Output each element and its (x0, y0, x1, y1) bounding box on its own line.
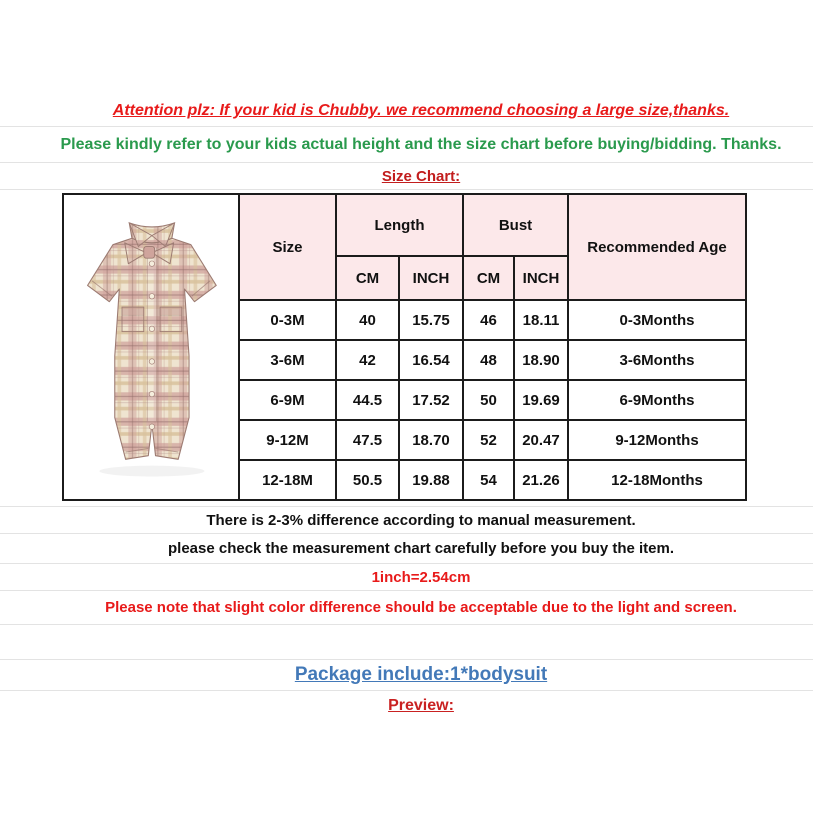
inch-conversion-row (0, 564, 813, 591)
col-header-recommended-age: Recommended Age (568, 194, 746, 300)
cell-bust-cm: 48 (463, 340, 514, 380)
cell-size: 3-6M (239, 340, 336, 380)
color-difference-row (0, 591, 813, 625)
cell-size: 0-3M (239, 300, 336, 340)
cell-age: 0-3Months (568, 300, 746, 340)
attention-notice: Attention plz: If your kid is Chubby. we recommend choosing a large size,thanks. (112, 102, 730, 119)
cell-length-inch: 16.54 (399, 340, 463, 380)
cell-bust-cm: 50 (463, 380, 514, 420)
size-chart-section (0, 190, 813, 507)
cell-length-inch: 17.52 (399, 380, 463, 420)
subheader-bust-inch: INCH (514, 256, 568, 300)
cell-length-inch: 15.75 (399, 300, 463, 340)
package-include-row (0, 660, 813, 691)
measurement-note-row (0, 507, 813, 534)
measurement-note-1: There is 2-3% difference according to manual measurement. (206, 511, 636, 529)
top-spacer (0, 0, 813, 96)
cell-length-cm: 42 (336, 340, 399, 380)
product-photo-cell (63, 194, 239, 500)
cell-bust-cm: 54 (463, 460, 514, 500)
subheader-bust-cm: CM (463, 256, 514, 300)
color-difference-note: Please note that slight color difference should be acceptable due to the light and screen. (105, 599, 737, 616)
preview-heading: Preview: (388, 696, 454, 714)
cell-bust-cm: 46 (463, 300, 514, 340)
attention-notice-row (0, 96, 813, 127)
size-chart-heading: Size Chart: (381, 167, 461, 185)
cell-bust-inch: 20.47 (514, 420, 568, 460)
blank-row (0, 625, 813, 660)
cell-age: 9-12Months (568, 420, 746, 460)
col-header-bust: Bust (463, 194, 568, 256)
refer-notice-row (0, 127, 813, 163)
measurement-note-2: please check the measurement chart carefully before you buy the item. (167, 540, 674, 557)
cell-length-inch: 19.88 (399, 460, 463, 500)
refer-notice: Please kindly refer to your kids actual height and the size chart before buying/bidding. Thanks. (60, 135, 782, 153)
cell-length-cm: 50.5 (336, 460, 399, 500)
check-chart-note-row (0, 534, 813, 564)
cell-age: 6-9Months (568, 380, 746, 420)
subheader-length-cm: CM (336, 256, 399, 300)
col-header-length: Length (336, 194, 463, 256)
cell-length-cm: 40 (336, 300, 399, 340)
size-chart-heading-row (0, 163, 813, 190)
cell-bust-inch: 18.11 (514, 300, 568, 340)
subheader-length-inch: INCH (399, 256, 463, 300)
cell-bust-cm: 52 (463, 420, 514, 460)
plaid-romper-svg (74, 203, 228, 491)
plaid-romper-image (64, 203, 238, 491)
cell-size: 6-9M (239, 380, 336, 420)
cell-length-cm: 44.5 (336, 380, 399, 420)
preview-heading-row (0, 691, 813, 720)
cell-age: 12-18Months (568, 460, 746, 500)
cell-bust-inch: 19.69 (514, 380, 568, 420)
size-chart-table (62, 193, 747, 501)
cell-bust-inch: 21.26 (514, 460, 568, 500)
cell-size: 12-18M (239, 460, 336, 500)
cell-age: 3-6Months (568, 340, 746, 380)
package-include-link[interactable]: Package include:1*bodysuit (294, 664, 548, 685)
cell-length-inch: 18.70 (399, 420, 463, 460)
cell-length-cm: 47.5 (336, 420, 399, 460)
inch-conversion-note: 1inch=2.54cm (371, 568, 471, 586)
cell-bust-inch: 18.90 (514, 340, 568, 380)
cell-size: 9-12M (239, 420, 336, 460)
col-header-size: Size (239, 194, 336, 300)
